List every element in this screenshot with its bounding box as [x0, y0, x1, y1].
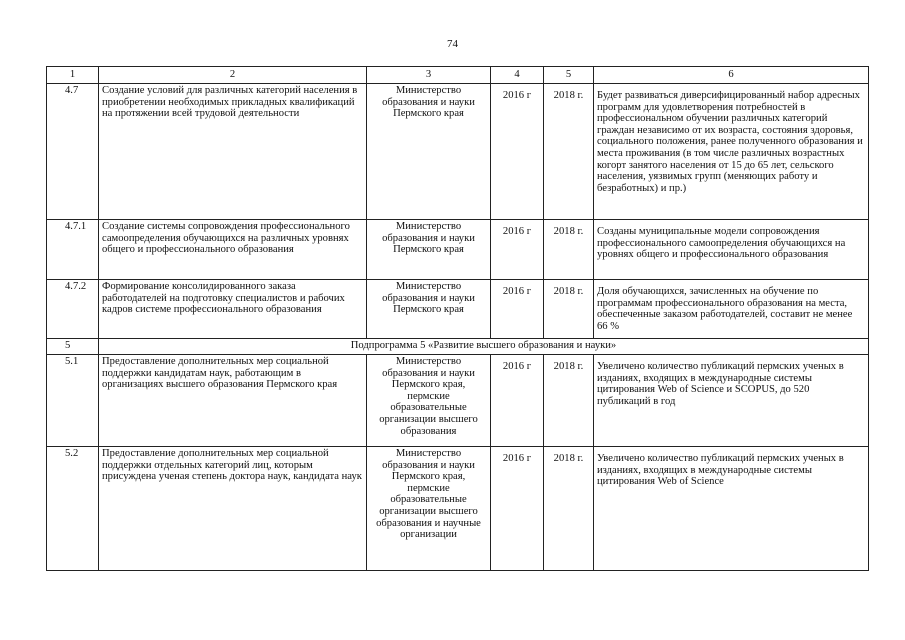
row-number: 5.1	[47, 355, 99, 447]
row-activity: Формирование консолидированного заказа работодателей на подготовку специалистов и рабочих кадров системе профессионального образования	[99, 280, 367, 339]
row-number: 4.7.2	[47, 280, 99, 339]
row-start-year: 2016 г	[491, 280, 544, 339]
program-table	[46, 66, 869, 571]
row-end-year: 2018 г.	[544, 84, 594, 220]
header-col-6: 6	[594, 67, 869, 84]
table-row	[47, 220, 869, 280]
row-activity: Создание условий для различных категорий населения в приобретении необходимых прикладных квалификаций на протяжении всей трудовой деятельности	[99, 84, 367, 220]
row-executor: Министерство образования и науки Пермского края	[367, 220, 491, 280]
subprogram-title: Подпрограмма 5 «Развитие высшего образования и науки»	[99, 339, 869, 355]
table-row	[47, 447, 869, 571]
row-end-year: 2018 г.	[544, 280, 594, 339]
table-row	[47, 280, 869, 339]
row-number: 4.7	[47, 84, 99, 220]
row-end-year: 2018 г.	[544, 355, 594, 447]
row-result: Доля обучающихся, зачисленных на обучение по программам профессионального образования на места, обеспеченные заказом работодателей, составит не менее 66 %	[594, 280, 869, 339]
table-row	[47, 355, 869, 447]
table-row	[47, 84, 869, 220]
row-start-year: 2016 г	[491, 220, 544, 280]
header-col-5: 5	[544, 67, 594, 84]
header-col-4: 4	[491, 67, 544, 84]
row-executor: Министерство образования и науки Пермского края	[367, 280, 491, 339]
row-number: 4.7.1	[47, 220, 99, 280]
row-activity: Предоставление дополнительных мер социальной поддержки кандидатам наук, работающим в организациях высшего образования Пермского края	[99, 355, 367, 447]
row-result: Будет развиваться диверсифицированный набор адресных программ для удовлетворения потребностей в профессиональном обучении различных категорий граждан независимо от их возраста, состояния здоровья, социального положения, ранее полученного образования и места проживания (в том числе различных возрастных когорт занятого населения от 15 до 65 лет, сельского населения, уязвимых групп (меняющих работу и безработных) и пр.)	[594, 84, 869, 220]
row-result: Увеличено количество публикаций пермских ученых в изданиях, входящих в международные системы цитирования Web of Science	[594, 447, 869, 571]
row-result: Созданы муниципальные модели сопровождения профессионального самоопределения обучающихся на уровнях общего и профессионального образования	[594, 220, 869, 280]
row-executor: Министерство образования и науки Пермского края, пермские образовательные организации высшего образования и научные организации	[367, 447, 491, 571]
row-end-year: 2018 г.	[544, 447, 594, 571]
subprogram-number: 5	[47, 339, 99, 355]
header-col-1: 1	[47, 67, 99, 84]
header-row	[47, 67, 869, 84]
row-executor: Министерство образования и науки Пермского края, пермские образовательные организации высшего образования	[367, 355, 491, 447]
header-col-3: 3	[367, 67, 491, 84]
subprogram-row	[47, 339, 869, 355]
row-start-year: 2016 г	[491, 447, 544, 571]
row-result: Увеличено количество публикаций пермских ученых в изданиях, входящих в международные системы цитирования Web of Science и SCOPUS, до 520 публикаций в год	[594, 355, 869, 447]
row-end-year: 2018 г.	[544, 220, 594, 280]
row-start-year: 2016 г	[491, 84, 544, 220]
row-activity: Предоставление дополнительных мер социальной поддержки отдельных категорий лиц, которым присуждена ученая степень доктора наук, кандидата наук	[99, 447, 367, 571]
row-start-year: 2016 г	[491, 355, 544, 447]
header-col-2: 2	[99, 67, 367, 84]
row-activity: Создание системы сопровождения профессионального самоопределения обучающихся на различных уровнях общего и профессионального образования	[99, 220, 367, 280]
page-number: 74	[447, 38, 458, 50]
row-number: 5.2	[47, 447, 99, 571]
row-executor: Министерство образования и науки Пермского края	[367, 84, 491, 220]
